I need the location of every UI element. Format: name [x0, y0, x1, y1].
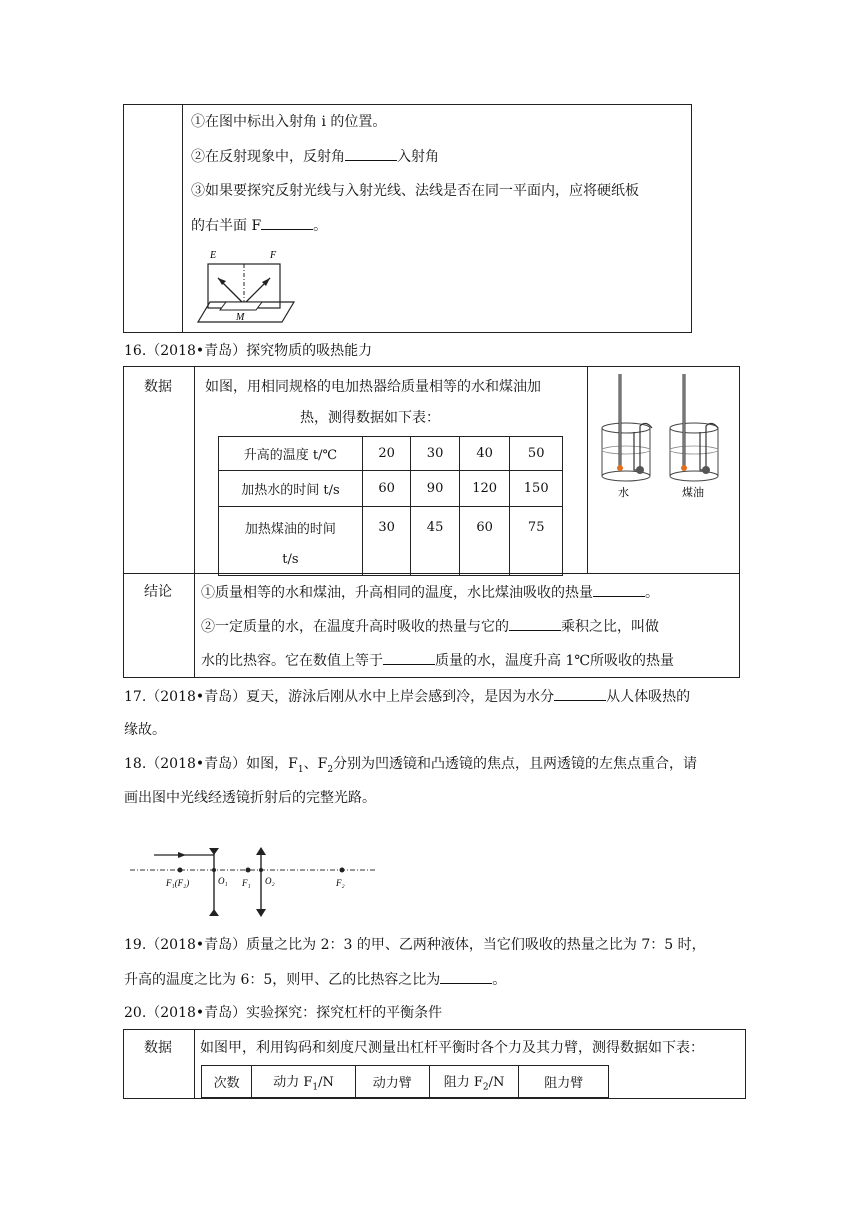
table-header-row: [202, 1066, 609, 1098]
reflection-figure: [196, 244, 300, 326]
table-cell: 60: [362, 471, 410, 507]
q16-c1-suffix: 。: [645, 585, 659, 601]
label-o2: O₂: [265, 876, 275, 886]
fig-label-e: E: [210, 250, 217, 261]
table-cell: 60: [459, 507, 510, 576]
q15-line2: [191, 146, 439, 167]
q16-c3-prefix: 水的比热容。它在数值上等于: [201, 653, 383, 669]
header-cell: 动力臂: [355, 1066, 429, 1098]
q15-line4-suffix: 。: [313, 218, 328, 234]
q15-line1: ①在图中标出入射角 i 的位置。: [191, 114, 387, 130]
q17-line1: [124, 686, 690, 707]
q16-c2-prefix: ②一定质量的水，在温度升高时吸收的热量与它的: [201, 619, 509, 635]
table-cell: 75: [510, 507, 563, 576]
q16-label-divider: [194, 366, 195, 678]
q18-sub-1: 1: [297, 764, 304, 775]
q16-blank-3: [383, 650, 435, 665]
header-cell: [252, 1066, 356, 1098]
table-cell: 30: [362, 507, 410, 576]
q15-line4: [191, 215, 327, 236]
table-cell: 50: [510, 437, 563, 471]
q16-conclusion-3: [201, 650, 674, 671]
table-row3-label: 加热煤油的时间: [244, 522, 336, 537]
q18-line1: [124, 754, 697, 780]
table-cell: 90: [411, 471, 459, 507]
table-row: [219, 471, 563, 507]
q17-line2: 缘故。: [124, 722, 166, 738]
table-cell: 加热水的时间 t/s: [219, 471, 363, 507]
header-cell: [429, 1066, 519, 1098]
q15-divider: [182, 104, 183, 333]
table-cell: [219, 507, 363, 576]
q15-line3: ③如果要探究反射光线与入射光线、法线是否在同一平面内，应将硬纸板: [191, 183, 639, 199]
q16-intro-2: 热，测得数据如下表：: [300, 410, 440, 426]
fig-label-m: M: [236, 312, 245, 323]
label-f1f2: F₁(F₂): [166, 878, 190, 888]
q19-line2: [124, 969, 506, 990]
table-cell: 40: [459, 437, 510, 471]
q17-line1-suffix: 从人体吸热的: [606, 689, 691, 705]
heating-apparatus-figure: [596, 370, 734, 502]
q16-fig-divider: [587, 366, 588, 574]
table-cell: 45: [411, 507, 459, 576]
q19-blank: [440, 969, 492, 984]
q16-data-label: 数据: [144, 379, 172, 395]
label-f2: F₂: [336, 878, 345, 888]
table-cell: 150: [510, 471, 563, 507]
header-unit: /N: [318, 1074, 334, 1090]
q16-conclusion-label: 结论: [144, 584, 172, 600]
table-cell: 升高的温度 t/℃: [219, 437, 363, 471]
header-cell: 次数: [202, 1066, 252, 1098]
q18-line1-c: 分别为凹透镜和凸透镜的焦点，且两透镜的左焦点重合，请: [333, 756, 698, 772]
lever-data-table: [201, 1065, 609, 1098]
header-cell: 阻力臂: [519, 1066, 609, 1098]
header-sub: 2: [482, 1082, 489, 1093]
q15-blank-1: [345, 146, 397, 161]
q20-heading: 20.（2018•青岛）实验探究：探究杠杆的平衡条件: [124, 1005, 443, 1021]
table-cell: 20: [362, 437, 410, 471]
table-row: [219, 437, 563, 471]
q15-line2-suffix: 入射角: [397, 149, 439, 165]
q16-blank-1: [593, 582, 645, 597]
fig-label-f: F: [270, 250, 277, 261]
q17-blank: [554, 686, 606, 701]
label-f1: F₁: [242, 878, 251, 888]
table-row3-unit: t/s: [282, 552, 299, 567]
q15-line4-prefix: 的右半面 F: [191, 218, 262, 234]
q16-c1-prefix: ①质量相等的水和煤油，升高相同的温度，水比煤油吸收的热量: [201, 585, 593, 601]
kerosene-beaker: [670, 374, 718, 481]
q16-conclusion-1: [201, 582, 659, 603]
q16-c2-suffix: 乘积之比，叫做: [561, 619, 659, 635]
header-unit: /N: [488, 1074, 505, 1090]
label-o1: O₁: [218, 876, 228, 886]
q19-line1: 19.（2018•青岛）质量之比为 2：3 的甲、乙两种液体，当它们吸收的热量之比为 7：5 时，: [124, 937, 706, 953]
q18-line2: 画出图中光线经透镜折射后的完整光路。: [124, 790, 376, 806]
q15-line2-prefix: ②在反射现象中，反射角: [191, 149, 345, 165]
q16-conclusion-2: [201, 616, 659, 637]
q17-line1-prefix: 17.（2018•青岛）夏天，游泳后刚从水中上岸会感到冷，是因为水分: [124, 689, 555, 705]
header-text: 动力 F: [273, 1074, 313, 1090]
header-sub: 1: [312, 1082, 319, 1093]
q16-blank-2: [509, 616, 561, 631]
heating-data-table: [218, 436, 563, 576]
table-row: [219, 507, 563, 576]
table-cell: 30: [411, 437, 459, 471]
q16-c3-suffix: 质量的水，温度升高 1℃所吸收的热量: [435, 653, 675, 669]
label-water: 水: [618, 486, 629, 499]
table-cell: 120: [459, 471, 510, 507]
q18-sub-2: 2: [327, 764, 334, 775]
q20-intro: 如图甲，利用钩码和刻度尺测量出杠杆平衡时各个力及其力臂，测得数据如下表：: [200, 1040, 704, 1056]
q19-line2-prefix: 升高的温度之比为 6：5，则甲、乙的比热容之比为: [124, 972, 441, 988]
q15-blank-2: [261, 215, 313, 230]
q18-line1-a: 18.（2018•青岛）如图，F: [124, 756, 298, 772]
q18-line1-b: 、F: [303, 756, 328, 772]
header-text: 阻力 F: [443, 1074, 483, 1090]
q16-intro-1: 如图，用相同规格的电加热器给质量相等的水和煤油加: [205, 379, 541, 395]
label-kerosene: 煤油: [682, 486, 704, 499]
q20-divider: [194, 1029, 195, 1099]
q16-heading: 16.（2018•青岛）探究物质的吸热能力: [124, 343, 373, 359]
water-beaker: [602, 374, 652, 481]
q19-line2-suffix: 。: [492, 972, 507, 988]
q20-data-label: 数据: [144, 1040, 172, 1056]
lens-diagram: [130, 846, 376, 918]
